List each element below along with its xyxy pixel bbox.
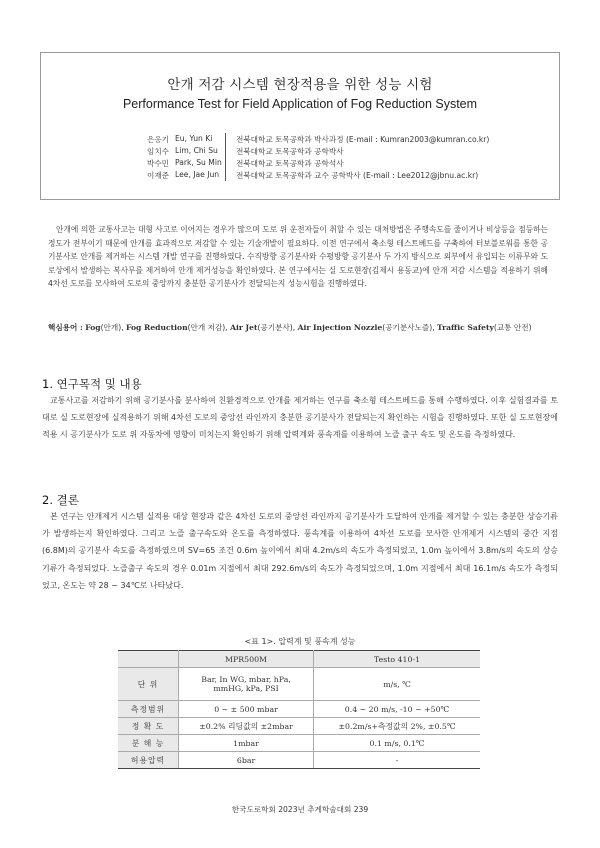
author-name-english: Lim, Chi Su [175, 146, 218, 155]
table-cell: - [314, 752, 480, 769]
table-row-label: 분 해 능 [118, 735, 179, 752]
author-name-korean: 임치수 [146, 147, 169, 156]
title-english: Performance Test for Field Application of Fog Reduction System [122, 97, 478, 111]
abstract [48, 223, 548, 291]
table-cell: 0.1 m/s, 0.1℃ [314, 735, 480, 752]
keyword-ko: (안개 저감) [187, 323, 226, 332]
title-box [40, 52, 560, 200]
table-cell: m/s, ℃ [314, 668, 480, 701]
table-cell: 6bar [179, 752, 314, 769]
author-row [41, 134, 559, 146]
table-row-label: 허용압력 [118, 752, 179, 769]
author-divider [225, 133, 226, 181]
keyword-ko: (안개) [100, 323, 122, 332]
section-paragraph: 본 연구는 안개제거 시스템 실적용 대상 현장과 같은 4차선 도로의 중앙선 라인까지 공기분사가 도달하여 안개를 제거할 수 있는 충분한 상승기류가 발생하는지 확인하였다. 그리고 노즐 출구속도와 온도를 측정하였다. 풍속계를 이용하여 4차선 도로를 모사한 안개제거 시스템의 중간 지점(6.8M)의 공기분사 속도를 측정하였으며 SV=65 조건 0.6m 높이에서 최대 4.2m/s의 속도가 측정되었고, 1.0m 높이에서 3.8m/s의 속도의 상승기류가 측정되었다. 노즐출구 속도의 경우 0.01m 지점에서 최대 292.6m/s의 속도가 측정되었으며, 1.0m 지점에서 최대 16.1m/s 속도가 측정되었고, 온도는 약 28 ~ 34℃로 나타났다. [42, 512, 558, 590]
table-cell-line: Bar, In WG, mbar, hPa, [201, 675, 291, 684]
table-caption: <표 1>. 압력계 및 풍속계 성능 [244, 637, 356, 646]
author-name-english: Park, Su Min [175, 158, 222, 167]
keyword-ko: (교통 안전) [493, 323, 532, 332]
section-paragraph: 교통사고를 저감하기 위해 공기분사를 분사하여 친환경적으로 안개를 제거하는 연구를 축소형 테스트베드를 통해 수행하였다. 이후 실험결과를 토대로 실 도로현장에 실적용하기 위해 4차선 도로의 중앙선 라인까지 충분한 공기분사가 전달되는지 확인하는 시험을 진행하였다. 또한 실 도로현장에 적용 시 공기분사가 도로 위 자동차에 영향이 미치는지 확인하기 위해 압력계와 풍속계를 이용하여 노즐 출구 속도 및 온도를 측정하였다. [42, 396, 558, 440]
table-row [118, 735, 480, 752]
author-affiliation: 전북대학교 토목공학과 박사과정 (E-mail : Kumran2003@kumran.co.kr) [236, 135, 490, 144]
author-name-english: Lee, Jae Jun [175, 170, 220, 179]
author-name-korean: 이재준 [146, 171, 169, 180]
section-body [42, 508, 558, 594]
table-row [118, 752, 480, 769]
abstract-text: 안개에 의한 교통사고는 대형 사고로 이어지는 경우가 많으며 도로 위 운전자들이 취할 수 있는 대처방법은 주행속도를 줄이거나 비상등을 점등하는 정도가 전부이기 때문에 안개를 효과적으로 저감할 수 있는 기술개발이 필요하다. 이전 연구에서 축소형 테스트베드를 구축하여 터보블로워를 통한 공기분사로 안개를 제거하는 시스템 개발 연구를 진행하였다. 수직방향 공기분사와 수평방향 공기분사 두 가지 방식으로 외부에서 유입되는 이류무와 도로상에서 발생하는 복사무를 제거하여 안개 제거성능을 확인하였다. 본 연구에서는 실 도로현장(김제시 용동교)에 안개 저감 시스템을 적용하기 위해 4차선 도로를 모사하여 도로의 중앙까지 충분한 공기분사가 전달되는지 성능시험을 진행하였다. [48, 225, 548, 289]
table-row-label: 측정범위 [118, 701, 179, 718]
author-affiliation: 전북대학교 토목공학과 공학석사 [236, 159, 344, 168]
table-cell: 1mbar [179, 735, 314, 752]
page-number: 239 [353, 805, 369, 814]
table-cell: 0 ~ ± 500 mbar [179, 701, 314, 718]
table-header-cell: Testo 410-1 [314, 651, 480, 668]
section-body [42, 392, 558, 444]
table-cell [179, 668, 314, 701]
section-heading: 2. 결론 [42, 493, 79, 507]
keywords: 핵심용어 : Fog(안개), Fog Reduction(안개 저감), Air Jet(공기분사), Air Injection Nozzle(공기분사노즐), Traffic Safety(교통 안전) [48, 323, 532, 332]
author-name-english: Eu, Yun Ki [175, 134, 213, 143]
keyword-en: Air Jet [230, 323, 258, 332]
author-name-korean: 은응기 [146, 135, 169, 144]
keyword-en: Traffic Safety [437, 323, 494, 332]
conference-name: 한국도로학회 2023년 추계학술대회 [231, 805, 352, 814]
table-cell-line: mmHG, kPa, PSI [213, 684, 279, 693]
page-footer [0, 804, 600, 815]
table-cell: ±0.2% 리딩값의 ±2mbar [179, 718, 314, 735]
author-row [41, 158, 559, 170]
table-cell: ±0.2m/s+측정값의 2%, ±0.5℃ [314, 718, 480, 735]
keyword-en: Fog Reduction [126, 323, 188, 332]
title-korean: 안개 저감 시스템 현장적용을 위한 성능 시험 [167, 77, 433, 93]
table-row [118, 668, 480, 701]
keywords-label: 핵심용어 : [48, 323, 83, 332]
keyword-en: Fog [85, 323, 101, 332]
table-header-cell [118, 651, 179, 668]
table-row-label: 단 위 [118, 668, 179, 701]
table-row [118, 718, 480, 735]
author-affiliation: 전북대학교 토목공학과 교수 공학박사 (E-mail : Lee2012@jbnu.ac.kr) [236, 171, 479, 180]
keyword-en: Air Injection Nozzle [297, 323, 383, 332]
spec-table [118, 650, 480, 769]
keyword-ko: (공기분사노즐) [382, 323, 433, 332]
table-header-row [118, 651, 480, 668]
author-affiliation: 전북대학교 토목공학과 공학박사 [236, 147, 344, 156]
table-cell: 0.4 ~ 20 m/s, -10 ~ +50℃ [314, 701, 480, 718]
table-row-label: 정 확 도 [118, 718, 179, 735]
keyword-ko: (공기분사) [257, 323, 293, 332]
table-row [118, 701, 480, 718]
table-header-cell: MPR500M [179, 651, 314, 668]
author-row [41, 146, 559, 158]
author-name-korean: 박수민 [146, 159, 169, 168]
section-heading: 1. 연구목적 및 내용 [42, 377, 142, 391]
author-row [41, 170, 559, 182]
